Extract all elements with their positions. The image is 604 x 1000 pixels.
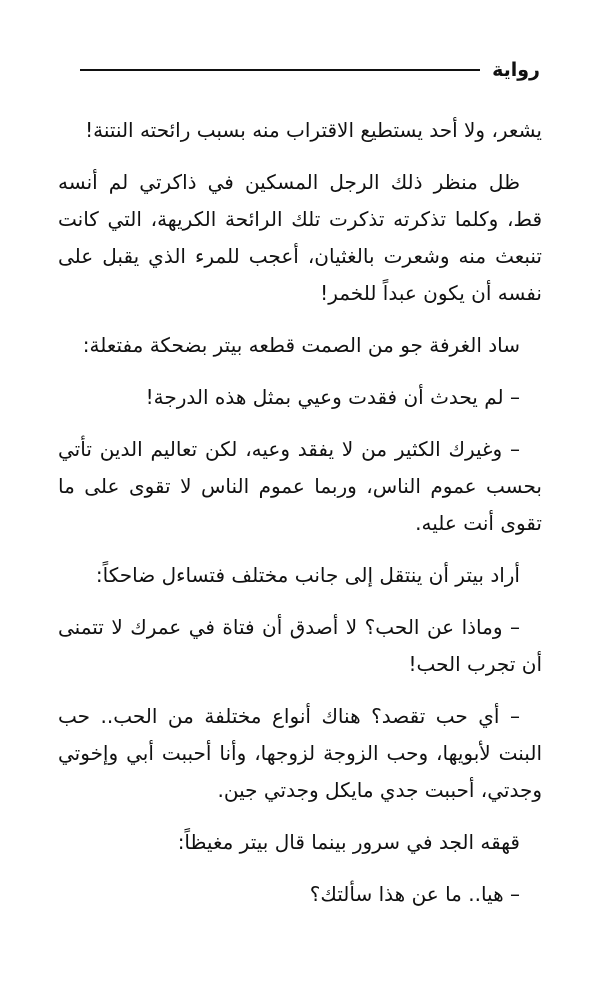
paragraph-3: ساد الغرفة جو من الصمت قطعه بيتر بضحكة مفتعلة: (82, 333, 520, 357)
dialogue-line-1: – لم يحدث أن فقدت وعيي بمثل هذه الدرجة! (145, 385, 520, 409)
dialogue-line-4: – أي حب تقصد؟ هناك أنواع مختلفة من الحب.. حب البنت لأبويها، وحب الزوجة لزوجها، وأنا أحببت أبي وإخوتي وجدتي، أحببت جدي مايكل وجدتي جين. (58, 704, 542, 802)
paragraph-4: أراد بيتر أن ينتقل إلى جانب مختلف فتساءل ضاحكاً: (95, 563, 520, 587)
dialogue-line-5: – هيا.. ما عن هذا سألتك؟ (309, 882, 520, 906)
header-title: رواية (492, 59, 540, 81)
body-text (58, 112, 542, 928)
header-rule (80, 69, 480, 71)
paragraph-2: ظل منظر ذلك الرجل المسكين في ذاكرتي لم أنسه قط، وكلما تذكرته تذكرت تلك الرائحة الكريهة، التي كانت تنبعث منه وشعرت بالغثيان، أعجب للمرء الذي يقبل على نفسه أن يكون عبداً للخمر! (58, 170, 542, 305)
dialogue-line-3: – وماذا عن الحب؟ لا أصدق أن فتاة في عمرك لا تتمنى أن تجرب الحب! (58, 615, 542, 676)
dialogue-line-2: – وغيرك الكثير من لا يفقد وعيه، لكن تعاليم الدين تأتي بحسب عموم الناس، وربما عموم الناس لا تقوى على ما تقوى أنت عليه. (58, 437, 542, 535)
running-header (80, 52, 540, 88)
paragraph-1: يشعر، ولا أحد يستطيع الاقتراب منه بسبب رائحته النتنة! (85, 118, 542, 142)
paragraph-5: قهقه الجد في سرور بينما قال بيتر مغيظاً: (177, 830, 520, 854)
